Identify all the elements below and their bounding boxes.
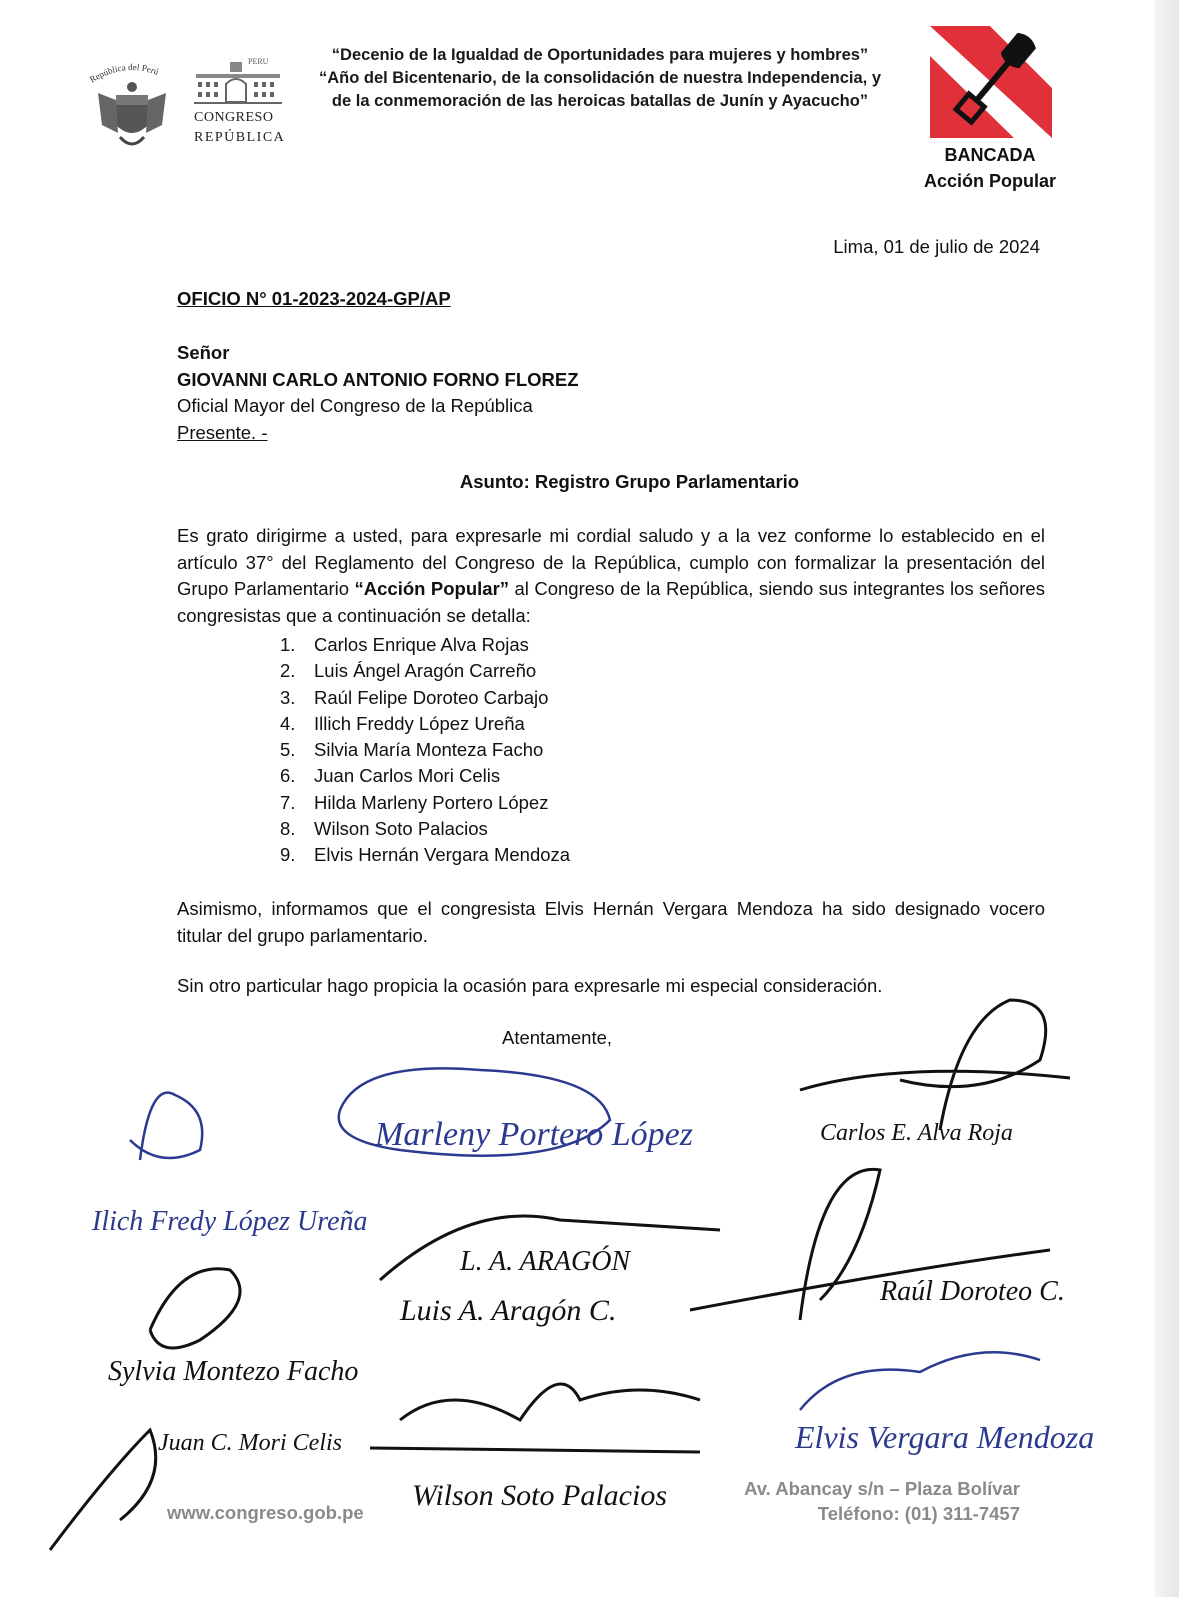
list-item: 9. Elvis Hernán Vergara Mendoza bbox=[280, 844, 571, 866]
svg-text:Ilich Fredy López Ureña: Ilich Fredy López Ureña bbox=[92, 1206, 368, 1237]
motto-line-3: de la conmemoración de las heroicas batallas de Junín y Ayacucho” bbox=[331, 92, 869, 110]
footer-address: Av. Abancay s/n – Plaza Bolívar bbox=[744, 1478, 1020, 1499]
footer-phone: Teléfono: (01) 311-7457 bbox=[817, 1503, 1020, 1524]
signature-aragon bbox=[380, 1216, 720, 1327]
intro-text-b: al Congreso de la República, siendo sus integrantes los señores congresistas que a continuación se detalla: bbox=[177, 578, 1045, 626]
footer-address-block bbox=[720, 1476, 1020, 1526]
svg-text:PERU: PERU bbox=[248, 57, 269, 66]
congreso-wordmark: CONGRESO bbox=[194, 110, 274, 125]
intro-paragraph bbox=[177, 523, 1045, 629]
spokesperson-paragraph: Asimismo, informamos que el congresista Elvis Hernán Vergara Mendoza ha sido designado vocero titular del grupo parlamentario. bbox=[177, 898, 1045, 946]
page-edge bbox=[1155, 0, 1179, 1597]
svg-text:Sylvia Montezo Facho: Sylvia Montezo Facho bbox=[108, 1356, 359, 1387]
bancada-line-1: BANCADA bbox=[944, 145, 1036, 165]
addressee-block bbox=[177, 340, 579, 446]
list-item: 4. Illich Freddy López Ureña bbox=[280, 712, 525, 734]
addressee-name: GIOVANNI CARLO ANTONIO FORNO FLOREZ bbox=[177, 368, 579, 390]
svg-text:Luis A. Aragón C.: Luis A. Aragón C. bbox=[400, 1294, 617, 1327]
letter-date: Lima, 01 de julio de 2024 bbox=[833, 236, 1040, 257]
bancada-label bbox=[890, 142, 1090, 194]
svg-text:Wilson Soto Palacios: Wilson Soto Palacios bbox=[412, 1479, 667, 1512]
addressee-title: Oficial Mayor del Congreso de la República bbox=[177, 395, 533, 416]
list-item: 8. Wilson Soto Palacios bbox=[280, 818, 488, 840]
intro-text-a: Es grato dirigirme a usted, para expresarle mi cordial saludo y a la vez conforme lo establecido en el artículo 37° del Reglamento del Congreso de la República, cumplo con formalizar la presentación del Grupo Parlamentario bbox=[177, 525, 1045, 599]
list-item: 1. Carlos Enrique Alva Rojas bbox=[280, 634, 529, 655]
signature-portero bbox=[339, 1068, 693, 1155]
svg-text:Marleny Portero López: Marleny Portero López bbox=[375, 1116, 693, 1153]
svg-text:Carlos E. Alva Roja: Carlos E. Alva Roja bbox=[820, 1120, 1013, 1146]
congress-building-icon bbox=[188, 52, 288, 108]
official-mottos bbox=[290, 44, 910, 113]
signature-doroteo bbox=[690, 1169, 1065, 1320]
svg-text:Raúl Doroteo C.: Raúl Doroteo C. bbox=[880, 1276, 1065, 1307]
signature-soto bbox=[370, 1384, 700, 1512]
oficio-number: OFICIO N° 01-2023-2024-GP/AP bbox=[177, 288, 451, 309]
svg-text:Juan C. Mori Celis: Juan C. Mori Celis bbox=[158, 1430, 342, 1456]
list-item: 2. Luis Ángel Aragón Carreño bbox=[280, 660, 537, 682]
signature-vergara bbox=[794, 1352, 1094, 1455]
list-item: 5. Silvia María Monteza Facho bbox=[280, 739, 544, 761]
republica-wordmark: REPÚBLICA bbox=[194, 130, 286, 145]
list-item: 3. Raúl Felipe Doroteo Carbajo bbox=[280, 686, 549, 708]
members-list bbox=[280, 632, 570, 869]
closing-paragraph: Sin otro particular hago propicia la ocasión para expresarle mi especial consideración. bbox=[177, 975, 883, 996]
peru-coat-of-arms-icon bbox=[86, 55, 178, 155]
congreso-logo bbox=[188, 52, 288, 152]
bancada-line-2: Acción Popular bbox=[923, 171, 1057, 191]
signature-mori bbox=[50, 1430, 342, 1550]
presente: Presente. - bbox=[177, 421, 268, 443]
party-name: “Acción Popular” bbox=[354, 578, 510, 599]
shovel-party-icon bbox=[930, 26, 1052, 138]
svg-text:L. A. ARAGÓN: L. A. ARAGÓN bbox=[460, 1246, 631, 1277]
signature-alva bbox=[800, 1000, 1070, 1146]
salutation: Señor bbox=[177, 342, 230, 363]
closing-salutation: Atentamente, bbox=[502, 1027, 613, 1048]
signature-monteza bbox=[108, 1269, 358, 1387]
list-item: 7. Hilda Marleny Portero López bbox=[280, 791, 549, 813]
signature-lopez bbox=[91, 1093, 368, 1237]
list-item: 6. Juan Carlos Mori Celis bbox=[280, 765, 501, 787]
svg-text:República del Perú: República del Perú bbox=[87, 61, 161, 85]
motto-line-1: “Decenio de la Igualdad de Oportunidades para mujeres y hombres” bbox=[331, 46, 869, 64]
motto-line-2: “Año del Bicentenario, de la consolidación de nuestra Independencia, y bbox=[318, 69, 882, 87]
footer-website: www.congreso.gob.pe bbox=[167, 1502, 364, 1523]
subject-line: Asunto: Registro Grupo Parlamentario bbox=[459, 471, 800, 492]
svg-text:Elvis Vergara Mendoza: Elvis Vergara Mendoza bbox=[795, 1419, 1095, 1455]
